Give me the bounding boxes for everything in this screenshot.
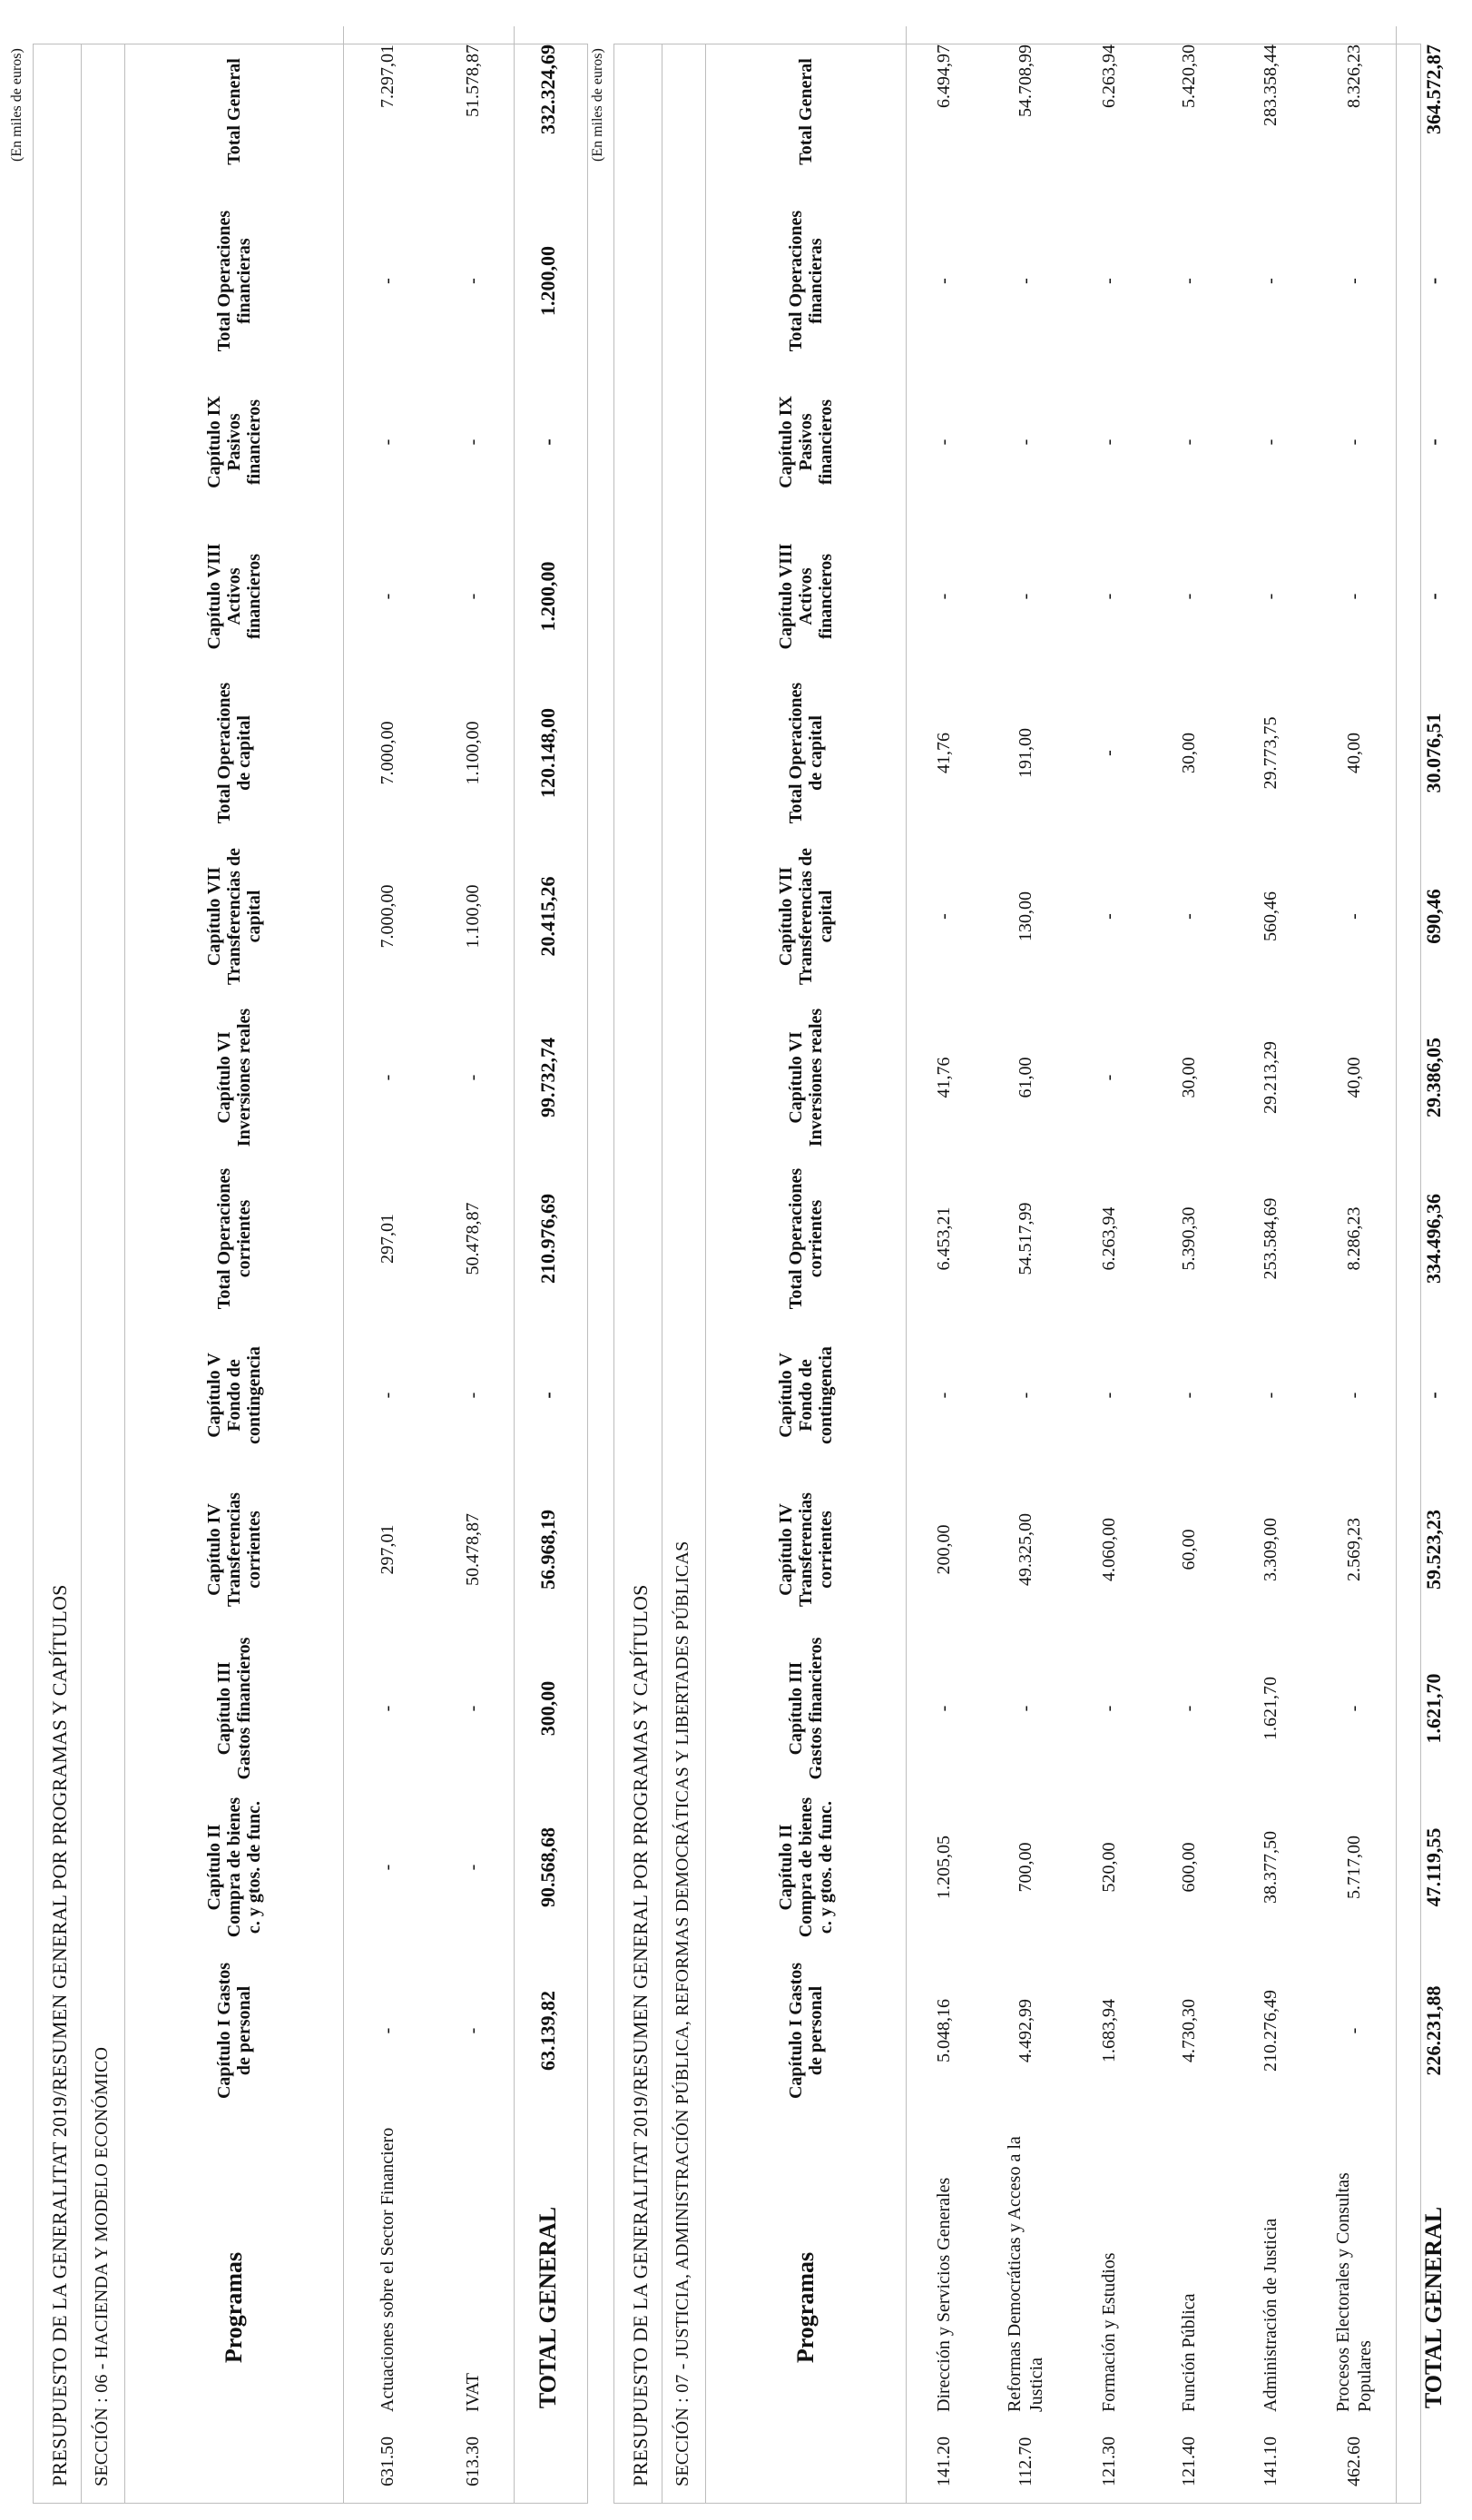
table-row <box>1229 26 1312 2503</box>
cell: - <box>1099 1074 1119 1081</box>
cell: - <box>1099 1392 1119 1399</box>
col-header: Total Operaciones de capital <box>213 682 254 824</box>
total-cell: - <box>1422 277 1446 285</box>
col-header: Capítulo VII Transferencias de capital <box>775 848 836 985</box>
col-header: Total Operaciones corrientes <box>785 1167 826 1310</box>
cell-total: 54.708,99 <box>1016 44 1035 117</box>
col-header: Capítulo IX Pasivos financieros <box>775 396 836 488</box>
cell-total: 5.420,30 <box>1179 44 1199 108</box>
cell: - <box>1016 438 1035 446</box>
total-cell-grand: 364.572,87 <box>1422 44 1446 134</box>
cell: 41,76 <box>934 733 955 773</box>
cell: 60,00 <box>1179 1529 1199 1570</box>
program-name: Administración de Justicia <box>1261 2218 1281 2412</box>
cell: 130,00 <box>1016 891 1035 941</box>
cell: - <box>1099 913 1119 920</box>
cell: - <box>1016 593 1035 600</box>
cell: - <box>462 1392 483 1399</box>
section-06-name: SECCIÓN : 06 - HACIENDA Y MODELO ECONÓMICO <box>92 2046 112 2486</box>
cell: - <box>1179 438 1199 446</box>
program-name: Dirección y Servicios Generales <box>934 2177 955 2412</box>
cell: 3.309,00 <box>1261 1518 1281 1581</box>
cell: - <box>1179 593 1199 600</box>
cell: - <box>934 913 955 920</box>
units-note-s1: (En miles de euros) <box>9 48 25 162</box>
table-row <box>906 26 982 2503</box>
cell: 29.213,29 <box>1261 1041 1281 1114</box>
cell: 4.060,00 <box>1099 1518 1119 1581</box>
cell: 5.717,00 <box>1343 1836 1364 1899</box>
total-cell: 300,00 <box>536 1680 560 1737</box>
section-07-frame <box>613 44 1447 2504</box>
total-cell: 210.976,69 <box>536 1194 560 1284</box>
cell-total: 51.578,87 <box>462 44 483 117</box>
cell: 5.390,30 <box>1179 1206 1199 1271</box>
program-code: 141.20 <box>934 2436 955 2486</box>
cell: - <box>1343 438 1364 446</box>
col-header: Capítulo III Gastos financieros <box>213 1637 254 1780</box>
total-cell-grand: 332.324,69 <box>536 44 560 134</box>
cell-total: 7.297,01 <box>378 44 398 108</box>
cell: - <box>1179 278 1199 284</box>
cell: 29.773,75 <box>1261 716 1281 790</box>
cell-total: 283.358,44 <box>1261 44 1281 126</box>
cell: 30,00 <box>1179 1057 1199 1098</box>
cell: - <box>1343 278 1364 284</box>
program-code: 121.40 <box>1179 2436 1199 2486</box>
cell: - <box>1016 278 1035 284</box>
col-header: Capítulo VI Inversiones reales <box>785 1008 826 1147</box>
col-header: Capítulo IV Transferencias corrientes <box>775 1492 836 1607</box>
cell: - <box>934 1705 955 1712</box>
col-header: Capítulo V Fondo de contingencia <box>775 1346 836 1444</box>
cell: - <box>378 1074 398 1081</box>
cell: - <box>378 593 398 600</box>
section-06-table <box>125 26 583 2503</box>
col-header: Total Operaciones financieras <box>785 210 826 352</box>
cell: 297,01 <box>378 1214 398 1264</box>
program-name: Formación y Estudios <box>1099 2252 1119 2412</box>
total-cell: 47.119,55 <box>1422 1827 1446 1907</box>
cell: - <box>378 1392 398 1399</box>
cell: - <box>462 1705 483 1712</box>
cell: - <box>1261 278 1281 284</box>
cell: 50.478,87 <box>462 1513 483 1586</box>
cell: 520,00 <box>1099 1842 1119 1893</box>
total-row <box>1396 26 1472 2503</box>
table-header-row <box>706 26 906 2503</box>
cell: - <box>1016 1392 1035 1399</box>
col-header: Capítulo VII Transferencias de capital <box>203 848 264 985</box>
total-cell: 334.496,36 <box>1422 1194 1446 1284</box>
cell: 253.584,69 <box>1261 1197 1281 1280</box>
program-name: Actuaciones sobre el Sector Financiero <box>378 2127 398 2412</box>
program-name: IVAT <box>462 2373 483 2412</box>
cell: - <box>934 278 955 284</box>
cell: 54.517,99 <box>1016 1202 1035 1275</box>
total-cell: - <box>536 1392 560 1399</box>
total-cell: 99.732,74 <box>536 1038 560 1117</box>
col-header: Total Operaciones financieras <box>213 210 254 352</box>
col-header: Capítulo I Gastos de personal <box>213 1962 254 2100</box>
cell: - <box>1179 1705 1199 1712</box>
total-cell: 1.621,70 <box>1422 1673 1446 1744</box>
cell: 1.100,00 <box>462 884 483 949</box>
cell: - <box>378 2027 398 2034</box>
col-header: Total Operaciones de capital <box>785 682 826 824</box>
col-header: Capítulo V Fondo de contingencia <box>203 1346 264 1444</box>
cell: 38.377,50 <box>1261 1831 1281 1904</box>
program-code: 112.70 <box>1016 2436 1035 2486</box>
total-cell: 1.200,00 <box>536 561 560 632</box>
cell: - <box>1099 278 1119 284</box>
total-cell: 59.523,23 <box>1422 1510 1446 1590</box>
table-header-row <box>125 26 343 2503</box>
total-cell: 29.386,05 <box>1422 1038 1446 1117</box>
program-name: Función Pública <box>1179 2293 1199 2412</box>
units-note-s2: (En miles de euros) <box>590 48 605 162</box>
cell: - <box>1261 593 1281 600</box>
cell: - <box>1016 1705 1035 1712</box>
cell: 297,01 <box>378 1524 398 1575</box>
cell: 1.205,05 <box>934 1836 955 1899</box>
cell-total: 6.263,94 <box>1099 44 1119 108</box>
cell: - <box>378 1864 398 1871</box>
cell: 41,76 <box>934 1057 955 1098</box>
total-label: TOTAL GENERAL <box>535 2206 562 2409</box>
col-header: Capítulo IX Pasivos financieros <box>203 396 264 488</box>
total-cell: 20.415,26 <box>536 876 560 957</box>
cell: 191,00 <box>1016 728 1035 778</box>
cell: 700,00 <box>1016 1842 1035 1893</box>
cell: 7.000,00 <box>378 884 398 949</box>
total-cell: 120.148,00 <box>536 708 560 798</box>
program-code: 631.50 <box>378 2436 398 2486</box>
cell: - <box>1261 438 1281 446</box>
cell: 600,00 <box>1179 1842 1199 1893</box>
cell: 1.621,70 <box>1261 1677 1281 1740</box>
program-code: 121.30 <box>1099 2436 1119 2486</box>
total-label: TOTAL GENERAL <box>1420 2206 1447 2409</box>
cell: - <box>378 278 398 284</box>
section-07-name: SECCIÓN : 07 - JUSTICIA, ADMINISTRACIÓN PÚBLICA, REFORMAS DEMOCRÁTICAS Y LIBERTADES PÚBLICAS <box>672 1541 692 2486</box>
total-cell: 690,46 <box>1422 889 1446 944</box>
cell: - <box>378 438 398 446</box>
col-header: Capítulo VIII Activos financieros <box>775 543 836 650</box>
cell: - <box>1343 1392 1364 1399</box>
cell: 50.478,87 <box>462 1202 483 1275</box>
cell: - <box>1261 1392 1281 1399</box>
program-code: 141.10 <box>1261 2436 1281 2486</box>
cell: - <box>1099 593 1119 600</box>
program-name: Procesos Electorales y Consultas Populares <box>1332 2172 1375 2412</box>
col-header: Capítulo II Compra de bienes c. y gtos. de func. <box>775 1796 836 1938</box>
col-header: Total General <box>223 58 244 165</box>
cell: 30,00 <box>1179 733 1199 773</box>
col-header: Capítulo IV Transferencias corrientes <box>203 1492 264 1607</box>
cell: 61,00 <box>1016 1057 1035 1098</box>
cell: 8.286,23 <box>1343 1206 1364 1271</box>
cell: - <box>1099 750 1119 756</box>
section-07-table <box>706 26 1472 2503</box>
cell: - <box>1343 913 1364 920</box>
cell: 40,00 <box>1343 1057 1364 1098</box>
cell: 560,46 <box>1261 891 1281 941</box>
col-header: Programas <box>220 2251 247 2364</box>
cell: - <box>934 1392 955 1399</box>
cell: 6.263,94 <box>1099 1206 1119 1271</box>
table-row <box>432 26 514 2503</box>
cell-total: 8.326,23 <box>1343 44 1364 108</box>
cell: 200,00 <box>934 1524 955 1575</box>
cell: 1.683,94 <box>1099 1999 1119 2062</box>
total-cell: 1.200,00 <box>536 246 560 316</box>
section-07-title: PRESUPUESTO DE LA GENERALITAT 2019/RESUMEN GENERAL POR PROGRAMAS Y CAPÍTULOS <box>629 1584 652 2486</box>
col-header: Capítulo VIII Activos financieros <box>203 543 264 650</box>
cell: - <box>1179 913 1199 920</box>
cell: - <box>462 278 483 284</box>
cell: - <box>462 2027 483 2034</box>
cell: - <box>462 438 483 446</box>
total-cell: 56.968,19 <box>536 1510 560 1590</box>
table-row <box>1149 26 1229 2503</box>
cell: - <box>1343 2027 1364 2034</box>
cell: 40,00 <box>1343 733 1364 773</box>
table-row <box>343 26 432 2503</box>
col-header: Programas <box>791 2251 819 2364</box>
col-header: Capítulo III Gastos financieros <box>785 1637 826 1780</box>
total-row <box>514 26 583 2503</box>
table-row <box>1312 26 1396 2503</box>
program-name: Reformas Democráticas y Acceso a la Justicia <box>1005 2136 1046 2412</box>
total-cell: - <box>1422 438 1446 446</box>
table-row <box>982 26 1069 2503</box>
table-row <box>1069 26 1149 2503</box>
total-cell: - <box>1422 593 1446 600</box>
total-cell: 90.568,68 <box>536 1827 560 1907</box>
cell: - <box>1099 1705 1119 1712</box>
cell-total: 6.494,97 <box>934 44 955 108</box>
section-06-frame <box>33 44 588 2504</box>
cell: - <box>1343 1705 1364 1712</box>
cell: 7.000,00 <box>378 721 398 785</box>
cell: - <box>934 593 955 600</box>
cell: - <box>1099 438 1119 446</box>
col-header: Total Operaciones corrientes <box>213 1167 254 1310</box>
total-cell: 63.139,82 <box>536 1991 560 2071</box>
cell: 2.569,23 <box>1343 1518 1364 1581</box>
cell: - <box>462 1074 483 1081</box>
cell: - <box>934 438 955 446</box>
total-cell: 226.231,88 <box>1422 1985 1446 2076</box>
col-header: Capítulo I Gastos de personal <box>785 1962 826 2100</box>
program-code: 613.30 <box>462 2436 483 2486</box>
cell: 49.325,00 <box>1016 1513 1035 1586</box>
cell: - <box>1343 593 1364 600</box>
cell: - <box>462 1864 483 1871</box>
cell: 5.048,16 <box>934 1999 955 2062</box>
cell: 4.730,30 <box>1179 1999 1199 2062</box>
cell: - <box>1179 1392 1199 1399</box>
cell: - <box>378 1705 398 1712</box>
section-06-title: PRESUPUESTO DE LA GENERALITAT 2019/RESUMEN GENERAL POR PROGRAMAS Y CAPÍTULOS <box>48 1584 71 2486</box>
cell: 4.492,99 <box>1016 1999 1035 2062</box>
program-code: 462.60 <box>1343 2436 1364 2486</box>
total-cell: - <box>1422 1392 1446 1399</box>
col-header: Total General <box>795 58 816 165</box>
total-cell: - <box>536 438 560 446</box>
total-cell: 30.076,51 <box>1422 713 1446 793</box>
cell: 1.100,00 <box>462 721 483 785</box>
cell: 210.276,49 <box>1261 1990 1281 2072</box>
cell: 6.453,21 <box>934 1206 955 1271</box>
col-header: Capítulo II Compra de bienes c. y gtos. de func. <box>203 1796 264 1938</box>
col-header: Capítulo VI Inversiones reales <box>213 1008 254 1147</box>
cell: - <box>462 593 483 600</box>
